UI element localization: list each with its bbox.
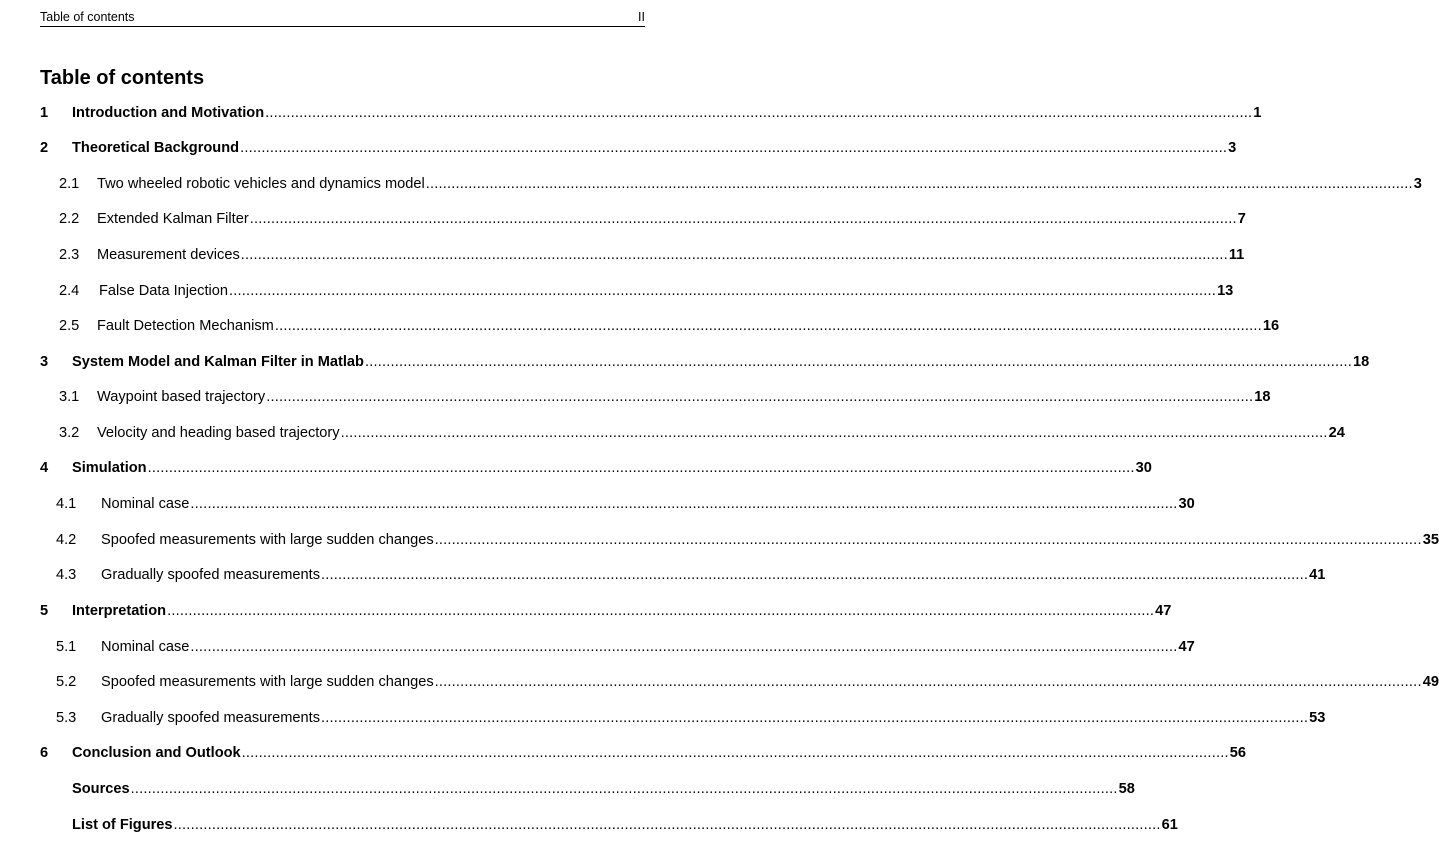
toc-entry-page: 41 <box>1309 567 1326 583</box>
toc-entry-title: Fault Detection Mechanism <box>97 318 274 334</box>
toc-entry[interactable] <box>0 565 1326 585</box>
toc-entry-page: 47 <box>1155 603 1172 619</box>
toc-entry-page: 58 <box>1118 781 1135 797</box>
toc-entry[interactable] <box>0 281 1234 301</box>
toc-entry-title: Nominal case <box>101 496 190 512</box>
toc-entry-page: 3 <box>1413 176 1422 192</box>
toc-entry-number: 5 <box>40 603 49 619</box>
toc-entry[interactable] <box>0 743 1246 763</box>
toc-entry-number: 1 <box>40 105 49 121</box>
toc-entry[interactable] <box>0 708 1326 728</box>
toc-entry-page: 11 <box>1228 247 1245 263</box>
toc-entry-page: 30 <box>1135 460 1152 476</box>
toc-leader-dots: ........................................................................................................................................................................................................................................ <box>249 211 1237 227</box>
toc-entry[interactable] <box>0 672 1439 692</box>
toc-entry-title: Velocity and heading based trajectory <box>97 425 340 441</box>
toc-entry-page: 61 <box>1161 817 1178 833</box>
toc-entry-page: 56 <box>1229 745 1246 761</box>
toc-entry-title: Two wheeled robotic vehicles and dynamics model <box>97 176 425 192</box>
toc-entry-page: 18 <box>1353 354 1370 370</box>
toc-entry-title: Theoretical Background <box>72 140 240 156</box>
toc-leader-dots: ........................................................................................................................................................................................................................................ <box>190 496 1178 512</box>
toc-entry[interactable] <box>0 530 1439 550</box>
toc-entry-number: 3 <box>40 354 49 370</box>
toc-entry-page: 13 <box>1217 283 1234 299</box>
toc-entry[interactable] <box>0 103 1262 123</box>
toc-entry[interactable] <box>0 494 1195 514</box>
toc-leader-dots: ........................................................................................................................................................................................................................................ <box>241 745 1229 761</box>
toc-entry-page: 3 <box>1228 140 1237 156</box>
toc-leader-dots: ........................................................................................................................................................................................................................................ <box>265 105 1253 121</box>
toc-entry[interactable] <box>0 352 1370 372</box>
toc-entry-page: 47 <box>1178 639 1195 655</box>
toc-leader-dots: ........................................................................................................................................................................................................................................ <box>274 318 1262 334</box>
toc-entry-page: 16 <box>1262 318 1280 334</box>
toc-entry-title: Simulation <box>72 460 147 476</box>
toc-leader-dots: ........................................................................................................................................................................................................................................ <box>228 283 1217 299</box>
toc-leader-dots: ........................................................................................................................................................................................................................................ <box>190 639 1178 655</box>
toc-leader-dots: ........................................................................................................................................................................................................................................ <box>167 603 1155 619</box>
toc-entry[interactable] <box>0 209 1246 229</box>
toc-entry-title: Waypoint based trajectory <box>97 389 266 405</box>
toc-leader-dots: ........................................................................................................................................................................................................................................ <box>240 247 1228 263</box>
toc-entry-page: 7 <box>1237 211 1246 227</box>
toc-entry-title: System Model and Kalman Filter in Matlab <box>72 354 364 370</box>
toc-entry-title: Extended Kalman Filter <box>97 211 249 227</box>
toc-entry-number: 6 <box>40 745 49 761</box>
toc-leader-dots: ........................................................................................................................................................................................................................................ <box>240 140 1228 156</box>
toc-entry-title: False Data Injection <box>99 283 228 299</box>
toc-entry[interactable] <box>0 815 1178 835</box>
toc-entry[interactable] <box>0 637 1195 657</box>
toc-entry-title: Sources <box>72 781 130 797</box>
toc-entry-number: 4 <box>40 460 49 476</box>
page-title: Table of contents <box>40 67 205 89</box>
toc-entry-page: 53 <box>1309 710 1326 726</box>
toc-entry-number: 2.1 <box>59 176 80 192</box>
toc-entry-number: 2 <box>40 140 49 156</box>
toc-entry[interactable] <box>0 779 1135 799</box>
toc-entry-page: 30 <box>1178 496 1195 512</box>
toc-entry[interactable] <box>0 458 1152 478</box>
toc-entry-title: Interpretation <box>72 603 167 619</box>
toc-leader-dots: ........................................................................................................................................................................................................................................ <box>130 781 1118 797</box>
toc-entry-number: 5.3 <box>56 710 77 726</box>
toc-entry-number: 2.5 <box>59 318 80 334</box>
toc-entry-number: 3.2 <box>59 425 80 441</box>
toc-leader-dots: ........................................................................................................................................................................................................................................ <box>266 389 1254 405</box>
toc-entry[interactable] <box>0 423 1345 443</box>
toc-leader-dots: ........................................................................................................................................................................................................................................ <box>147 460 1135 476</box>
toc-leader-dots: ........................................................................................................................................................................................................................................ <box>434 532 1422 548</box>
toc-leader-dots: ........................................................................................................................................................................................................................................ <box>434 674 1422 690</box>
toc-entry[interactable] <box>0 245 1245 265</box>
header-title: Table of contents <box>40 10 135 24</box>
toc-entry-number: 4.2 <box>56 532 77 548</box>
toc-entry-number: 3.1 <box>59 389 80 405</box>
toc-leader-dots: ........................................................................................................................................................................................................................................ <box>173 817 1161 833</box>
toc-leader-dots: ........................................................................................................................................................................................................................................ <box>340 425 1328 441</box>
toc-entry-page: 49 <box>1422 674 1439 690</box>
toc-leader-dots: ........................................................................................................................................................................................................................................ <box>364 354 1353 370</box>
toc-entry-title: Spoofed measurements with large sudden changes <box>101 674 434 690</box>
toc-entry-title: Introduction and Motivation <box>72 105 265 121</box>
toc-entry-number: 4.1 <box>56 496 77 512</box>
toc-entry-number: 2.3 <box>59 247 80 263</box>
header-page-number: II <box>638 10 645 24</box>
toc-entry[interactable] <box>0 174 1422 194</box>
toc-entry-number: 5.2 <box>56 674 77 690</box>
toc-entry[interactable] <box>0 387 1271 407</box>
toc-entry-title: List of Figures <box>72 817 173 833</box>
toc-entry[interactable] <box>0 316 1280 336</box>
toc-entry-number: 5.1 <box>56 639 77 655</box>
toc-entry-title: Spoofed measurements with large sudden changes <box>101 532 434 548</box>
running-header <box>40 9 645 27</box>
toc-entry-title: Gradually spoofed measurements <box>101 710 321 726</box>
toc-leader-dots: ........................................................................................................................................................................................................................................ <box>321 567 1309 583</box>
toc-entry-number: 2.2 <box>59 211 80 227</box>
toc-entry-number: 2.4 <box>59 283 80 299</box>
toc-leader-dots: ........................................................................................................................................................................................................................................ <box>321 710 1309 726</box>
toc-leader-dots: ........................................................................................................................................................................................................................................ <box>425 176 1413 192</box>
toc-entry-page: 18 <box>1254 389 1271 405</box>
toc-entry-number: 4.3 <box>56 567 77 583</box>
toc-entry-page: 1 <box>1253 105 1262 121</box>
toc-entry[interactable] <box>0 138 1237 158</box>
toc-entry-page: 24 <box>1328 425 1345 441</box>
toc-entry[interactable] <box>0 601 1172 621</box>
toc-entry-title: Nominal case <box>101 639 190 655</box>
toc-entry-page: 35 <box>1422 532 1439 548</box>
toc-entry-title: Gradually spoofed measurements <box>101 567 321 583</box>
toc-entry-title: Measurement devices <box>97 247 240 263</box>
toc-entry-title: Conclusion and Outlook <box>72 745 241 761</box>
